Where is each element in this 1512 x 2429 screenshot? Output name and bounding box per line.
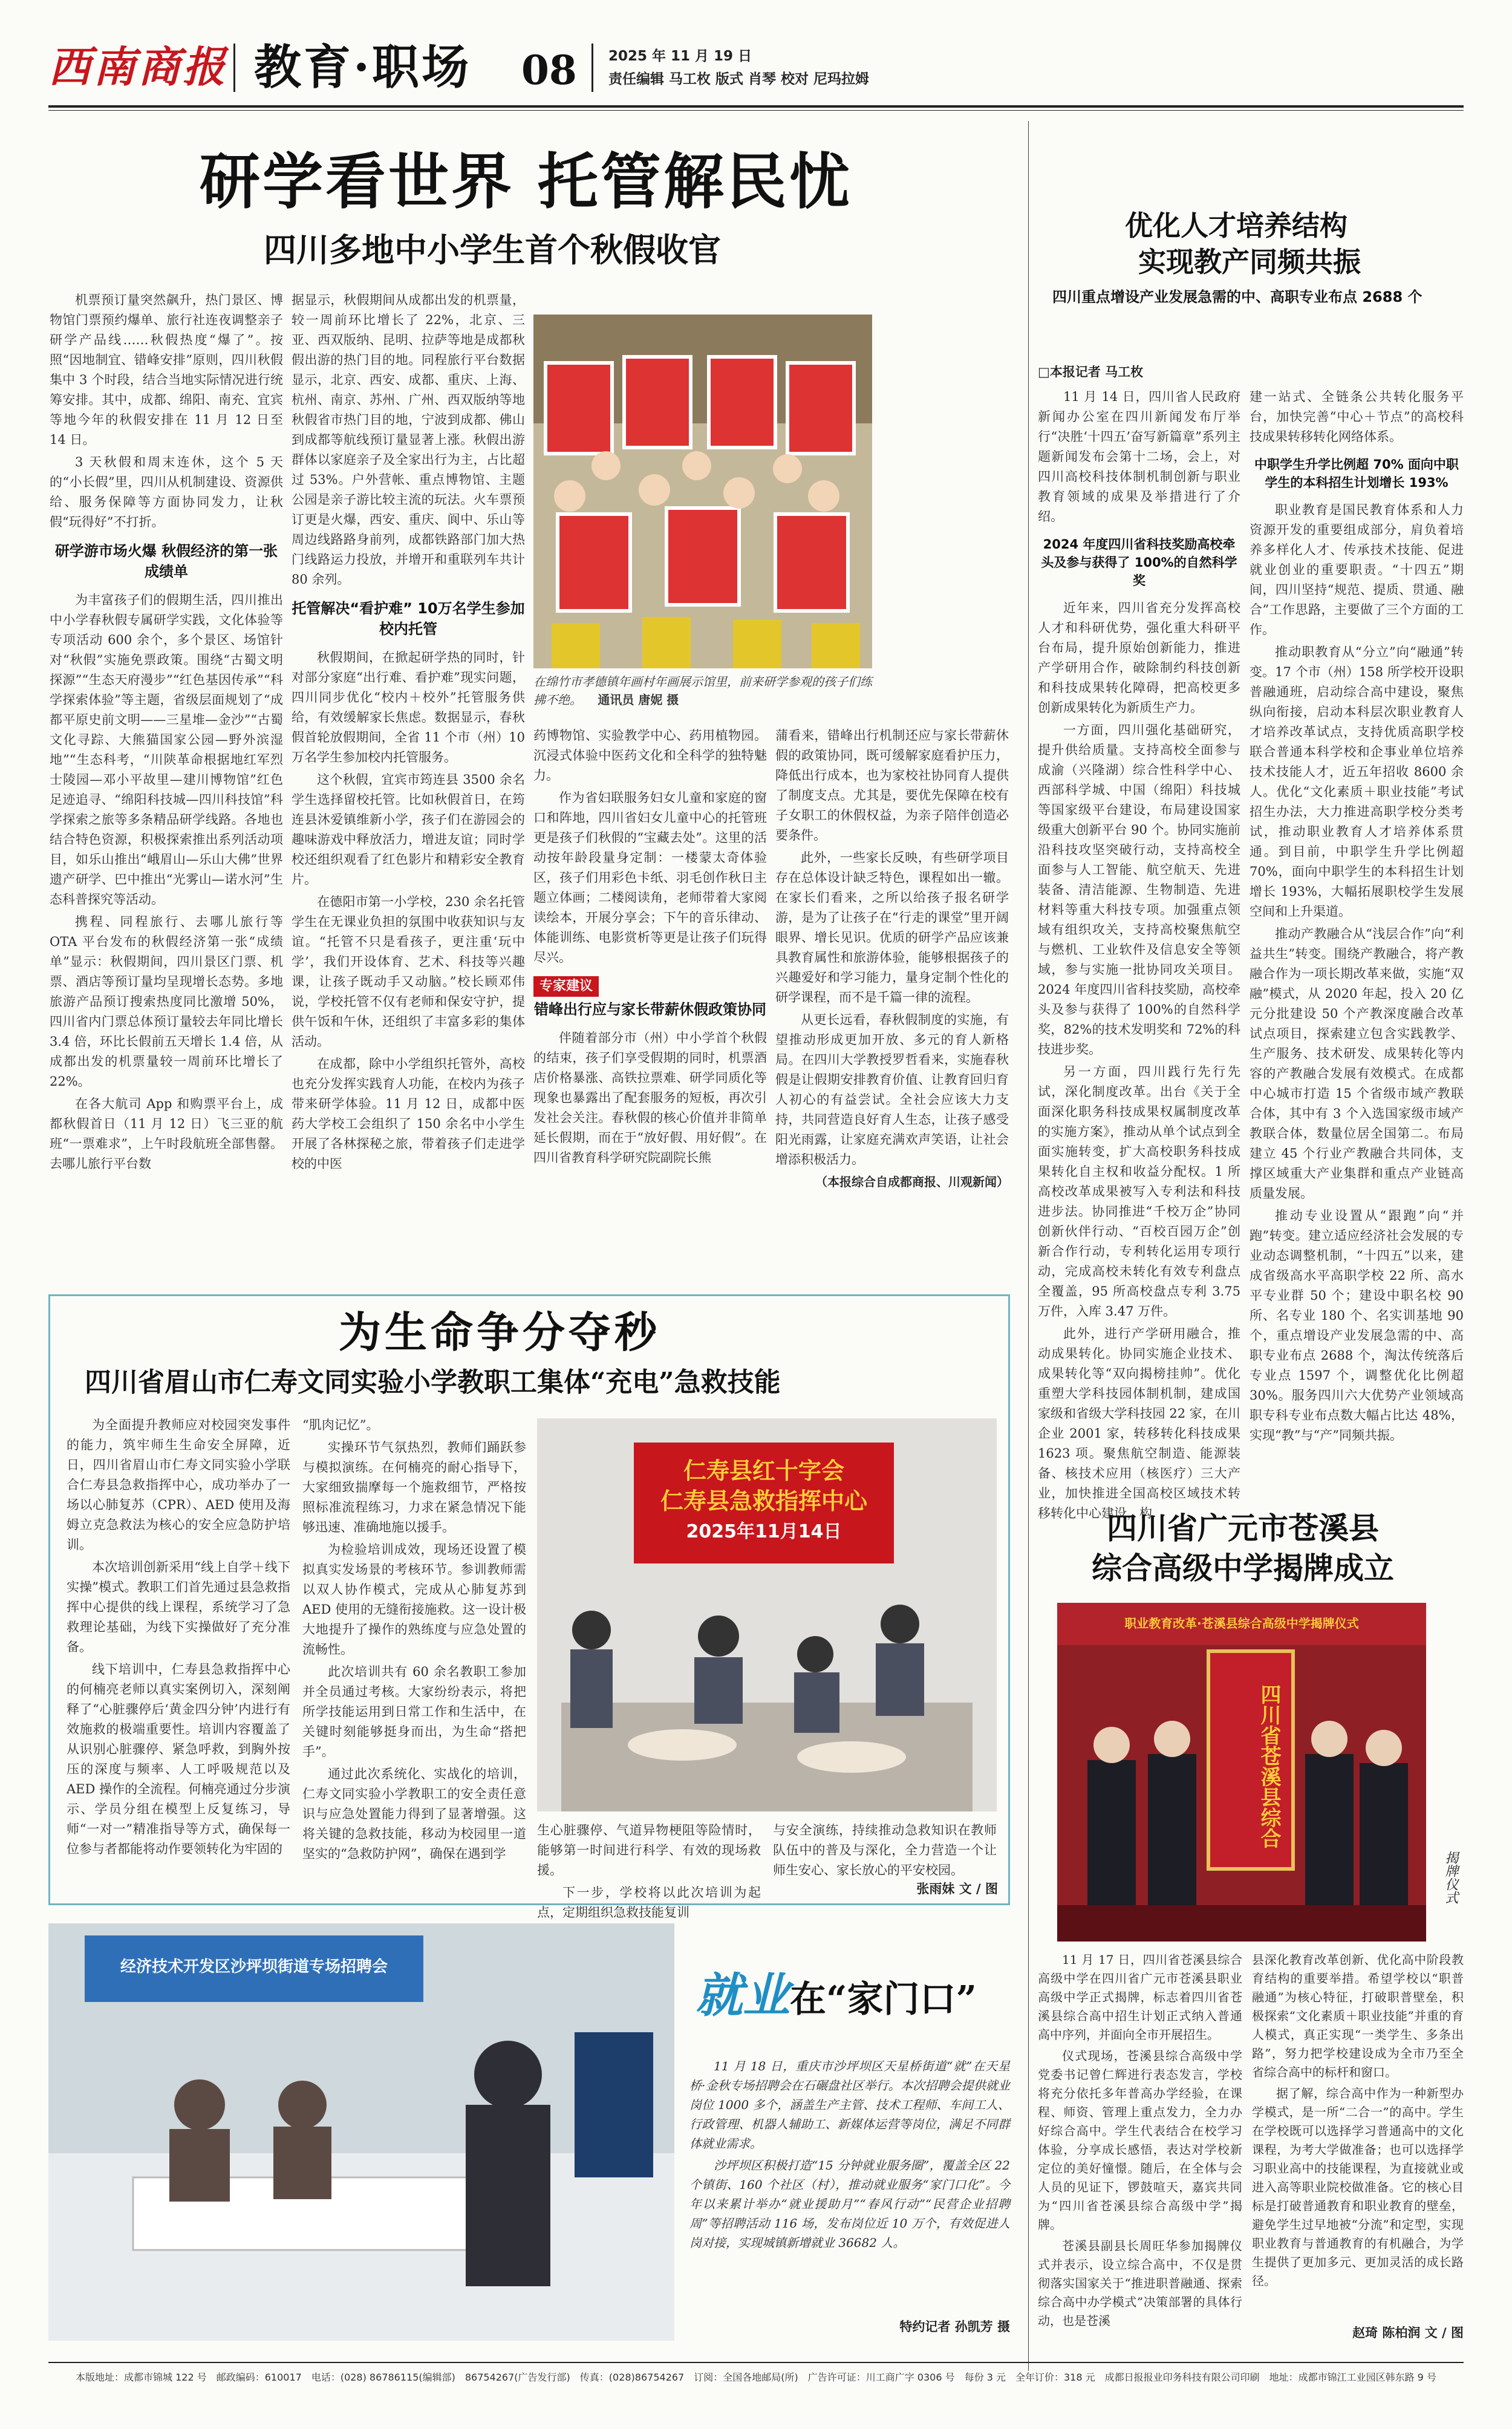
life-column-2 (302, 1415, 526, 1893)
paragraph: 这个秋假，宜宾市筠连县 3500 余名学生选择留校托管。比如秋假首日，在筠连县沐爱镇维新小学，孩子们在游园会的趣味游戏中释放活力，增进友谊；同时学校还组织观看了红色影片和精彩安全教育片。 (292, 772, 525, 887)
paragraph: 此次培训共有 60 余名教职工参加并全员通过考核。大家纷纷表示，将把所学技能运用到日常工作和生活中，在关键时刻能够挺身而出，为生命“搭把手”。 (302, 1664, 526, 1759)
paragraph: “肌肉记忆”。 (302, 1418, 379, 1432)
masthead (48, 35, 1464, 102)
section-subhead: 托管解决“看护难” 10万名学生参加校内托管 (292, 600, 525, 637)
life-column-1 (67, 1415, 290, 1893)
paragraph: 推动职教育从“分立”向“融通”转变。17 个市（州）158 所学校开设职普融通班，启动综合高中建设，聚焦纵向衔接，启动本科层次职业教育人才培养改革试点，支持优质高职学校联合普通本科学校和企事业单位培养技术技能人才，近五年招收 8600 余人。优化“文化素质＋职业技能”考试招生办法，大力推进高职学校分类考试，推动职业教育人才培养体系贯通。到目前，中职学生升学比例超 70%，面向中职学生的本科招生计划增长 193%，大幅拓展职校学生发展空间和上升渠道。 (1250, 645, 1464, 919)
school-credit: 赵琦 陈柏润 文 / 图 (1352, 2326, 1464, 2340)
paragraph: 一方面，四川强化基础研究，提升供给质量。支持高校全面参与成渝（兴隆湖）综合性科学中心、西部科学城、中国（绵阳）科技城等国家级平台建设，布局建设国家级重大创新平台 90 个。协同实施前沿科技攻坚突破行动，支持高校全面参与人工智能、航空航天、先进装备、清洁能源、生物制造、先进材料等重大科技专项。加强重点领域有组织攻关，支持高校聚焦航空与燃机、工业软件及信息安全等领域，参与实施一批协同攻关项目。2024 年度四川省科技奖励，高校牵头及参与获得了 100%的自然科学奖，82%的技术发明奖和 72%的科技进步奖。 (1038, 723, 1240, 1057)
talent-column-1 (1038, 387, 1240, 1521)
lead-photo-illustration (533, 315, 872, 668)
banner-line-2: 仁寿县急救指挥中心 (660, 1488, 867, 1514)
lead-column-4 (775, 726, 1009, 1276)
jobs-body (689, 2056, 1010, 2310)
paragraph: 仪式现场，苍溪县综合高级中学党委书记曾仁辉进行表态发言，学校将充分依托多年普高办学经验，在课程、师资、管理上重点发力，全力办好综合高中。学生代表结合在校学习体验，分享成长感悟，表达对学校新定位的美好憧憬。随后，在全体与会人员的见证下，锣鼓喧天，嘉宾共同为“四川省苍溪县综合高级中学”揭牌。 (1038, 2049, 1242, 2232)
talent-byline: □本报记者 马工枚 (1038, 365, 1144, 379)
lead-photo-caption (533, 673, 872, 709)
lead-column-1 (50, 290, 283, 1276)
school-headline-1: 四川省广元市苍溪县 (1107, 1510, 1379, 1546)
issue-date: 2025 年 11 月 19 日 (608, 48, 752, 64)
lead-photo (533, 315, 872, 668)
paragraph: 线下培训中，仁寿县急救指挥中心的何楠亮老师以真实案例切入，深刻阐释了“心脏骤停后‘黄金四分钟’内进行有效施救的极端重要性。培训内容覆盖了从识别心脏骤停、紧急呼救，到胸外按压的深度与频率、人工呼吸规范以及 AED 操作的全流程。何楠亮通过分步演示、学员分组在模型上反复练习，导师“一对一”精准指导等方式，确保每一位参与者都能将动作要领转化为牢固的 (67, 1662, 290, 1856)
masthead-rule (48, 105, 1464, 108)
paragraph: 实操环节气氛热烈，教师们踊跃参与模拟演练。在何楠亮的耐心指导下，大家细致揣摩每一个施救细节，严格按照标准流程练习，力求在紧急情况下能够迅速、准确地施以援手。 (302, 1440, 526, 1534)
paragraph: 通过此次系统化、实战化的培训，仁寿文同实验小学教职工的安全责任意识与应急处置能力得到了显著增强。这将关键的急救技能，移动为校园里一道坚实的“急救防护网”，确保在遇到学 (302, 1767, 526, 1861)
section-subhead: 中职学生升学比例超 70% 面向中职学生的本科招生计划增长 193% (1254, 457, 1459, 490)
job-fair-illustration (48, 1923, 674, 2341)
footer-info: 本版地址：成都市锦城 122 号 邮政编码：610017 电话：(028) 86786115(编辑部) 86754267(广告发行部) 传真：(028)86754267 订阅：全国各地邮局(所) 广告许可证：川工商广字 0306 号 每份 3 元 全年订价：318 元 成都日报报业印务科技有限公司印刷 地址：成都市锦江工业园区韩东路 9 号 (76, 2372, 1436, 2383)
paragraph: 生心脏骤停、气道异物梗阻等险情时，能够第一时间进行科学、有效的现场救援。 (537, 1823, 761, 1877)
talent-headline-1: 优化人才培养结构 (1125, 209, 1347, 242)
paragraph: 在各大航司 App 和购票平台上，成都秋假首日（11 月 12 日）飞三亚的航班“一票难求”，上午时段航班全部售罄。去哪儿旅行平台数 (50, 1097, 283, 1171)
job-fair-photo (48, 1923, 674, 2341)
column-divider (1028, 121, 1029, 2371)
paragraph: 建一站式、全链条公共转化服务平台，加快完善“中心＋节点”的高校科技成果转移转化网络体系。 (1250, 390, 1464, 444)
story-source: （本报综合自成都商报、川观新闻） (815, 1175, 1009, 1189)
page-number: 08 (521, 47, 577, 94)
paragraph: 秋假期间，在掀起研学热的同时，针对部分家庭“出行难、看护难”现实问题，四川同步优化“校内＋校外”托管服务供给，有效缓解家长焦虑。数据显示，春秋假首轮放假期间，全省 11 个市（州）10 万名学生参加校内托管服务。 (292, 650, 525, 765)
school-column-2 (1252, 1951, 1464, 2320)
lead-column-3 (533, 726, 767, 1276)
lead-column-2 (292, 290, 525, 1276)
jobs-headline-rest: 在“家门口” (790, 1978, 977, 2021)
section-subhead: 错峰出行应与家长带薪休假政策协同 (534, 1001, 766, 1018)
ceremony-photo (1057, 1603, 1426, 1942)
paragraph: 苍溪县副县长周旺华参加揭牌仪式并表示，设立综合高中，不仅是贯彻落实国家关于“推进职普融通、探索综合高中办学模式”决策部署的具体行动，也是苍溪 (1038, 2238, 1242, 2328)
paragraph: 为检验培训成效，现场还设置了模拟真实发场景的考核环节。参训教师需以双人协作模式，完成从心肺复苏到 AED 使用的无缝衔接施救。这一设计极大地提升了操作的熟练度与应急处置的流畅性。 (302, 1542, 526, 1657)
paragraph: 与安全演练，持续推动急救知识在教师队伍中的普及与深化，全力营造一个让师生安心、家长放心的平安校园。 (773, 1823, 997, 1877)
expert-label: 专家建议 (533, 976, 599, 997)
paragraph: 3 天秋假和周末连休，这个 5 天的“小长假”里，四川从机制建设、资源供给、服务保障等方面协同发力，让秋假“玩得好”不打折。 (50, 455, 283, 529)
paragraph: 下一步，学校将以此次培训为起点，定期组织急救技能复训 (537, 1885, 761, 1920)
life-subheadline: 四川省眉山市仁寿文同实验小学教职工集体“充电”急救技能 (85, 1367, 781, 1398)
first-aid-photo (537, 1418, 997, 1811)
talent-headline-2: 实现教产同频共振 (1138, 246, 1361, 278)
masthead-divider-2 (591, 44, 593, 92)
paragraph: 据了解，综合高中作为一种新型办学模式，是一所“二合一”的高中。学生在学校既可以选择学习普通高中的文化课程，为考大学做准备；也可以选择学习职业高中的技能课程，为直接就业或进入高等职业院校做准备。它的核心目标是打破普通教育和职业教育的壁垒，避免学生过早地被“分流”和定型，实现职业教育与普通教育的有机融合，为学生提供了更加多元、更加灵活的成长路径。 (1252, 2086, 1464, 2288)
paragraph: 县深化教育改革创新、优化高中阶段教育结构的重要举措。希望学校以“职普融通”为核心特征，打破职普壁垒，积极探索“文化素质＋职业技能”并重的育人模式，真正实现“一类学生、多条出路”，努力把学校建设成为全市乃至全省综合高中的标杆和窗口。 (1252, 1952, 1464, 2079)
lead-subheadline: 四川多地中小学生首个秋假收官 (264, 230, 721, 269)
masthead-rule-thin (48, 110, 1464, 111)
paragraph: 11 月 18 日，重庆市沙坪坝区天星桥街道“就”在天星桥·金秋专场招聘会在石碾盘社区举行。本次招聘会提供就业岗位 1000 多个，涵盖生产主管、技术工程师、车间工人、行政管理、机器人辅助工、新媒体运营等岗位，满足不同群体就业需求。 (689, 2059, 1010, 2151)
paragraph: 据显示，秋假期间从成都出发的机票量，较一周前环比增长了 22%，北京、三亚、西双版纳、昆明、拉萨等地是成都秋假出游的热门目的地。同程旅行平台数据显示，北京、西安、成都、重庆、上海、杭州、南京、苏州、广州、西双版纳等地秋假省市热门目的地，宁波到成都、佛山到成都等航线预订量显著上涨。秋假出游群体以家庭亲子及全家出行为主，占比超过 53%。户外营帐、重点博物馆、主题公园是亲子游比较主流的玩法。火车票预订更是火爆，西安、重庆、阆中、乐山等周边线路路身前列，成都铁路部门加大热门线路运力投放，并增开和重联列车共计 80 余列。 (292, 293, 525, 587)
paragraph: 为丰富孩子们的假期生活，四川推出中小学春秋假专属研学实践，文化体验等专项活动 600 余个，多个景区、场馆针对“秋假”实施免票政策。围绕“古蜀文明探源”“生态天府漫步”“红色基因传承”“科学探索体验”等主题，省级层面规划了“成都平原史前文明——三星堆—金沙”“古蜀文化寻踪、大熊猫国家公园—野外滨湿地”“生态科考，“川陕革命根据地红军烈士陵园—邓小平故里—建川博物馆”红色足迹追寻、“绵阳科技城—四川科技馆”科学探索之旅等多条精品研学线路。各地也结合特色资源，积极探索推出系列活动项目，如乐山推出“峨眉山—乐山大佛”世界遗产研学、巴中推出“光雾山—诺水河”生态科普探究等活动。 (50, 593, 283, 907)
jobs-headline (696, 1967, 1010, 2027)
ceremony-sign: 职业教育改革·苍溪县综合高级中学揭牌仪式 (1124, 1616, 1359, 1631)
photo-credit: 通讯员 唐妮 摄 (598, 693, 679, 707)
job-fair-banner: 经济技术开发区沙坪坝街道专场招聘会 (120, 1958, 388, 1976)
paragraph: 职业教育是国民教育体系和人力资源开发的重要组成部分，肩负着培养多样化人才、传承技术技能、促进就业创业的重要职责。“十四五”期间，四川坚持“规范、提质、贯通、融合”工作思路，主要做了三个方面的工作。 (1250, 503, 1464, 637)
masthead-divider (233, 44, 235, 92)
paragraph: 11 月 14 日，四川省人民政府新闻办公室在四川新闻发布厅举行“决胜‘十四五’奋写新篇章”系列主题新闻发布会第十二场，会上，对四川高校科技体制机制创新与职业教育领域的成果及举措进行了介绍。 (1038, 390, 1240, 524)
paragraph: 蒲看来，错峰出行机制还应与家长带薪休假的政策协同，既可缓解家庭看护压力，降低出行成本，也为家校社协同育人提供了制度支点。尤其是，要优先保障在校有子女职工的休假权益，为亲子陪伴创造必要条件。 (775, 728, 1009, 843)
lead-headline: 研学看世界 托管解民忧 (200, 146, 852, 217)
paragraph: 为全面提升教师应对校园突发事件的能力，筑牢师生生命安全屏障，近日，四川省眉山市仁寿文同实验小学联合仁寿县急救指挥中心，成功举办了一场以心肺复苏（CPR）、AED 使用及海姆立克急救法为核心的安全应急防护培训。 (67, 1418, 290, 1552)
paragraph: 机票预订量突然飙升，热门景区、博物馆门票预约爆单、旅行社连夜调整亲子研学产品线……秋假热度“爆了”。按照“因地制宜、错峰安排”原则，四川秋假集中 3 个时段，结合当地实际情况进行统筹安排。其中，成都、绵阳、南充、宜宾等地今年的秋假安排在 11 月 12 日至 14 日。 (50, 293, 283, 447)
paragraph: 11 月 17 日，四川省苍溪县综合高级中学在四川省广元市苍溪县职业高级中学正式揭牌，标志着四川省苍溪县综合高中招生计划正式纳入普通高中序列，并面向全市开展招生。 (1038, 1952, 1242, 2042)
paragraph: 药博物馆、实验教学中心、药用植物园。沉浸式体验中医药文化和全科学的独特魅力。 (533, 728, 767, 783)
section-title: 教育·职场 (254, 40, 472, 95)
paragraph: 本次培训创新采用“线上自学＋线下实操”模式。教职工们首先通过县急救指挥中心提供的线上课程，系统学习了急救理论基础，为线下实操做好了充分准备。 (67, 1560, 290, 1654)
newspaper-logo: 西南商报 (48, 42, 227, 92)
paragraph: 在成都，除中小学组织托管外，高校也充分发挥实践育人功能，在校内为孩子带来研学体验。11 月 12 日，成都中医药大学校工会组织了 150 余名中小学生开展了各林探秘之旅，带着孩子们走进学校的中医 (292, 1057, 525, 1171)
jobs-credit: 特约记者 孙凯芳 摄 (899, 2320, 1010, 2334)
life-headline: 为生命争分夺秒 (339, 1307, 660, 1357)
section-subhead: 2024 年度四川省科技奖励高校牵头及参与获得了 100%的自然科学奖 (1041, 537, 1237, 588)
paragraph: 沙坪坝区积极打造“15 分钟就业服务圈”，覆盖全区 22 个镇街、160 个社区（村），推动就业服务“家门口化”。今年以来累计举办“就业援助月”“春风行动”“民营企业招聘周”等招聘活动 116 场，发布岗位近 10 万个，有效促进人岗对接，实现城镇新增就业 36682 人。 (689, 2158, 1010, 2250)
school-headline-2: 综合高级中学揭牌成立 (1092, 1550, 1394, 1586)
life-column-3 (537, 1821, 761, 1920)
caption-text: 在绵竹市孝德镇年画村年画展示馆里，前来研学参观的孩子们练拂不绝。 (533, 674, 872, 707)
paragraph: 从更长远看，春秋假制度的实施，有望推动形成更加开放、多元的育人新格局。在四川大学教授罗哲看来，实施春秋假是让假期安排教育价值、让教育回归育人初心的有益尝试。全社会应该大力支持，共同营造良好育人生态，让孩子感受阳光雨露，让家庭充满欢声笑语，让社会增添积极活力。 (775, 1012, 1009, 1167)
editor-credits: 责任编辑 马工枚 版式 肖琴 校对 尼玛拉姆 (608, 71, 870, 87)
paragraph: 伴随着部分市（州）中小学首个秋假的结束，孩子们享受假期的同时，机票酒店价格暴涨、高铁拉票难、研学同质化等现象也暴露出了配套服务的短板，再次引发社会关注。春秋假的核心价值并非简单延长假期，而在于“放好假、用好假”。在四川省教育科学研究院副院长熊 (533, 1031, 767, 1165)
banner-date: 2025年11月14日 (686, 1521, 842, 1542)
paragraph: 推动产教融合从“浅层合作”向“利益共生”转变。围绕产教融合，将产教融合作为一项长期改革来做，实施“双融”模式，从 2020 年起，投入 20 亿元分批建设 50 个产教深度融合改革试点项目，探索建立包含实践教学、生产服务、技术研发、成果转化等内容的产教融合发展有效模式。在成都中心城市打造 15 个省级市域产教联合体，其中有 3 个入选国家级市域产教联合体，数量位居全国第二。布局建立 45 个行业产教融合共同体，支撑区域重大产业集群和重点产业链高质量发展。 (1250, 927, 1464, 1201)
paragraph: 另一方面，四川践行先行先试，深化制度改革。出台《关于全面深化职务科技成果权属制度改革的实施方案》，推动从单个试点到全面实施转变，扩大高校职务科技成果转化自主权和收益分配权。1 所高校改革成果被写入专利法和科技进步法。协同推进“千校万企”协同创新伙伴行动、“百校百园万企”创新合作行动，专利转化运用专项行动，完成高校未转化有效专利盘点全覆盖，95 所高校盘点专利 3.75 万件，入库 3.47 万件。 (1038, 1065, 1240, 1319)
banner-line-1: 仁寿县红十字会 (683, 1458, 844, 1484)
paragraph: 携程、同程旅行、去哪儿旅行等 OTA 平台发布的秋假经济第一张“成绩单”显示：秋假期间，四川景区门票、机票、酒店等预订量均呈现增长态势。多地旅游产品预订搜索热度同比激增 50%，四川省内门票总体预订量较去年同比增长 3.4 倍，环比长假前五天增长 1.4 倍，从成都出发的机票量较一周前环比增长了 22%。 (50, 915, 283, 1089)
paragraph: 近年来，四川省充分发挥高校人才和科研优势，强化重大科研平台布局，提升原始创新能力，推进产学研用合作，破除制约科技创新和科技成果转化障碍，把高校更多创新成果转化为新质生产力。 (1038, 601, 1240, 715)
paragraph: 在德阳市第一小学校，230 余名托管学生在无课业负担的氛围中收获知识与友谊。“托管不只是看孩子，更注重‘玩中学’，我们开设体育、艺术、科技等兴趣课，让孩子既动手又动脑。”校长顾邓伟说，学校托管不仅有老师和保安守护，提供午饭和午休，还组织了丰富多彩的集体活动。 (292, 895, 525, 1049)
school-column-1 (1038, 1951, 1242, 2328)
section-subhead: 研学游市场火爆 秋假经济的第一张成绩单 (54, 543, 278, 580)
ceremony-plaque: 四川省苍溪县综合 (1257, 1684, 1281, 1848)
paragraph: 此外，一些家长反映，有些研学项目存在总体设计缺乏特色，课程如出一辙。在家长们看来，之所以给孩子报名研学游，是为了让孩子在“行走的课堂”里开阔眼界、增长见识。优质的研学产品应该兼具教育属性和旅游体验，能够根据孩子的兴趣爱好和学习能力，量身定制个性化的研学课程，而不是千篇一律的流程。 (775, 850, 1009, 1005)
paragraph: 此外，进行产学研用融合，推动成果转化。协同实施企业技术、成果转化等“双向揭榜挂帅”。优化重塑大学科技园体制机制，建成国家级和省级大学科技园 22 家，在川企业 2001 家，转移转化科技成果 1623 项。聚焦航空制造、能源装备、核技术应用（核医疗）三大产业，加快推进全国高校区域技术转移转化中心建设，构 (1038, 1326, 1240, 1521)
paragraph: 推动专业设置从“跟跑”向“并跑”转变。建立适应经济社会发展的专业动态调整机制，“十四五”以来，建成省级高水平高职学校 22 所、高水平专业群 50 个；建设中职名校 90 所、名专业 180 个、名实训基地 90 个，重点增设产业发展急需的中、高职专业布点 2688 个，淘汰传统落后专业点 1597 个，调整优化比例超 30%。服务四川六大优势产业领域高职专科专业布点数大幅占比达 48%，实现“教”与“产”同频共振。 (1250, 1208, 1464, 1443)
talent-column-2 (1250, 387, 1464, 1443)
ceremony-caption: 揭牌仪式 (1443, 1851, 1458, 1904)
life-credit: 张雨妹 文 / 图 (916, 1882, 998, 1896)
jobs-headline-emphasis: 就业 (696, 1969, 790, 2023)
paragraph: 作为省妇联服务妇女儿童和家庭的窗口和阵地，四川省妇女儿童中心的托管班更是孩子们秋假的“宝藏去处”。这里的活动按年龄段量身定制：一楼蒙太奇体验区，孩子们用彩色卡纸、羽毛创作秋日主题立体画；二楼阅读角，老师带着大家阅读绘本，开展分享会；下午的音乐律动、体能训练、电影赏析等更是让孩子们玩得尽兴。 (533, 791, 767, 965)
talent-subheadline: 四川重点增设产业发展急需的中、高职专业布点 2688 个 (1052, 289, 1422, 305)
footer-rule (48, 2362, 1464, 2363)
